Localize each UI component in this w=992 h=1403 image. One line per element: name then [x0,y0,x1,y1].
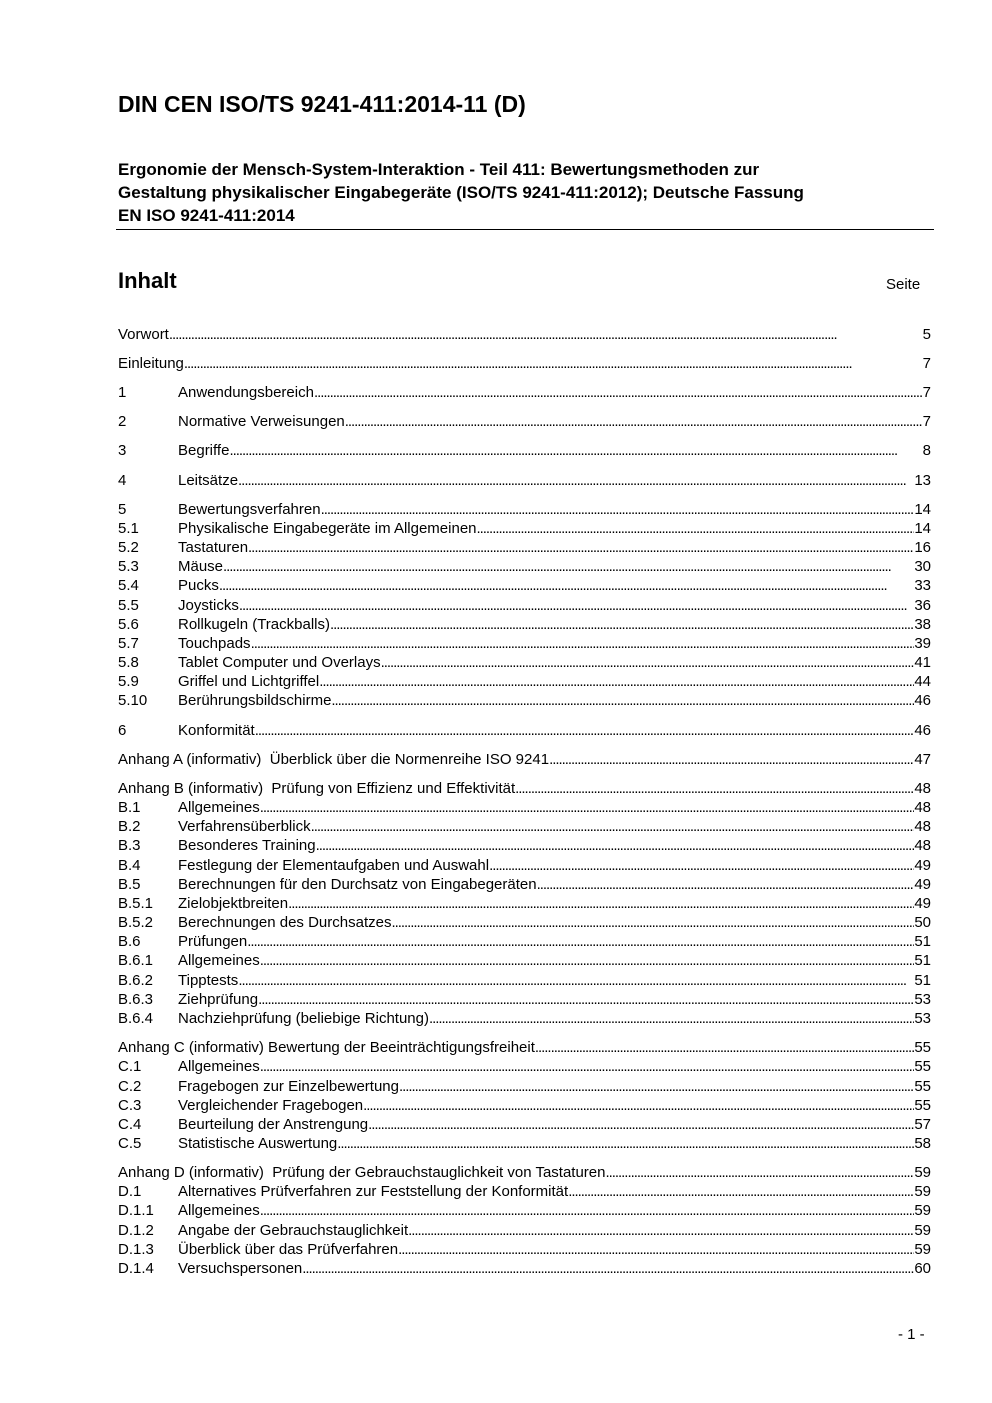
toc-entry[interactable] [118,1240,931,1259]
toc-entry-page: 55 [914,1097,931,1114]
toc-entry-title: Allgemeines [178,952,260,969]
toc-entry-page: 7 [922,384,931,401]
toc-entry-title: Festlegung der Elementaufgaben und Auswahl [178,857,490,874]
toc-entry-title: Vorwort [118,326,169,343]
toc-entry-number: 5.8 [118,654,139,671]
toc-entry-number: C.4 [118,1116,142,1133]
toc-entry-title: Prüfungen [178,933,248,950]
dot-leader [368,1115,914,1134]
toc-entry-page: 7 [922,413,931,430]
dot-leader [247,932,914,951]
toc-entry[interactable] [118,913,931,932]
toc-entry[interactable] [118,653,931,672]
dot-leader [391,913,914,932]
toc-entry[interactable] [118,1038,931,1057]
toc-entry-number: B.6.2 [118,972,154,989]
dot-leader [399,1077,914,1096]
toc-entry-page: 36 [914,597,931,614]
toc-entry-title: Tablet Computer und Overlays [178,654,381,671]
toc-entry-title: Fragebogen zur Einzelbewertung [178,1078,399,1095]
dot-leader [288,894,914,913]
toc-entry-number: 5.10 [118,692,148,709]
toc-entry-page: 49 [914,857,931,874]
subtitle-line: Ergonomie der Mensch-System-Interaktion - Teil 411: Bewertungsmethoden zur [118,160,760,179]
dot-leader [248,538,914,557]
dot-leader [345,412,923,431]
toc-entry-title: Normative Verweisungen [178,413,345,430]
toc-entry-page: 59 [914,1222,931,1239]
toc-entry-number: 5.5 [118,597,139,614]
toc-entry-page: 50 [914,914,931,931]
toc-entry-title: Einleitung [118,355,184,372]
toc-entry[interactable] [118,1096,931,1115]
toc-entry[interactable] [118,1259,931,1278]
toc-entry-title: Anhang A (informativ) Überblick über die Normenreihe ISO 9241 [118,751,550,768]
toc-entry-page: 48 [914,818,931,835]
toc-entry[interactable] [118,951,931,970]
toc-entry[interactable] [118,1115,931,1134]
toc-entry-number: 4 [118,472,127,489]
toc-entry-number: C.1 [118,1058,142,1075]
toc-entry-page: 59 [914,1183,931,1200]
toc-entry-title: Nachziehprüfung (beliebige Richtung) [178,1010,429,1027]
toc-entry-page: 49 [914,895,931,912]
toc-entry[interactable] [118,519,931,538]
toc-entry-page: 14 [914,520,931,537]
toc-entry-title: Besonderes Training [178,837,316,854]
toc-entry-number: 6 [118,722,127,739]
dot-leader [169,325,923,344]
toc-entry-page: 49 [914,876,931,893]
toc-entry[interactable] [118,932,931,951]
toc-entry-page: 59 [914,1164,931,1181]
toc-entry[interactable] [118,750,931,769]
dot-leader [260,1057,915,1076]
toc-entry-page: 16 [914,539,931,556]
toc-entry-title: Leitsätze [178,472,239,489]
toc-entry-title: Ziehprüfung [178,991,259,1008]
dot-leader [537,875,915,894]
toc-entry-title: Anhang C (informativ) Bewertung der Beeinträchtigungsfreiheit [118,1039,535,1056]
toc-entry-title: Anwendungsbereich [178,384,314,401]
toc-entry-title: Rollkugeln (Trackballs) [178,616,330,633]
toc-entry-number: B.5.1 [118,895,154,912]
dot-leader [606,1163,915,1182]
subtitle-line: Gestaltung physikalischer Eingabegeräte (ISO/TS 9241-411:2012); Deutsche Fassung [118,183,804,202]
toc-entry[interactable] [118,1182,931,1201]
dot-leader [251,634,915,653]
toc-entry[interactable] [118,1163,931,1182]
toc-entry[interactable] [118,894,931,913]
toc-entry-title: Bewertungsverfahren [178,501,321,518]
toc-entry[interactable] [118,354,931,373]
toc-entry-number: 1 [118,384,127,401]
toc-entry-page: 51 [914,933,931,950]
toc-entry-title: Mäuse [178,558,224,575]
toc-entry-title: Physikalische Eingabegeräte im Allgemeinen [178,520,477,537]
toc-entry-page: 30 [914,558,931,575]
toc-entry-page: 13 [914,472,931,489]
dot-leader [238,471,914,490]
toc-entry-number: 2 [118,413,127,430]
dot-leader [477,519,915,538]
toc-entry-page: 8 [922,442,931,459]
toc-entry[interactable] [118,971,931,990]
toc-entry[interactable] [118,990,931,1009]
toc-entry-page: 59 [914,1202,931,1219]
dot-leader [535,1038,914,1057]
toc-entry[interactable] [118,538,931,557]
dot-leader [223,557,914,576]
toc-entry[interactable] [118,856,931,875]
toc-entry-page: 59 [914,1241,931,1258]
toc-entry-number: 5.4 [118,577,139,594]
toc-entry-page: 7 [922,355,931,372]
toc-entry[interactable] [118,615,931,634]
toc-entry[interactable] [118,1009,931,1028]
title-divider [116,229,934,230]
dot-leader [337,1134,914,1153]
page-column-label: Seite [886,276,921,293]
dot-leader [408,1221,914,1240]
dot-leader [398,1240,914,1259]
toc-entry-title: Vergleichender Fragebogen [178,1097,364,1114]
toc-entry-title: Angabe der Gebrauchstauglichkeit [178,1222,409,1239]
toc-entry-page: 14 [914,501,931,518]
toc-entry-page: 5 [922,326,931,343]
dot-leader [314,383,923,402]
toc-entry-number: C.2 [118,1078,142,1095]
toc-entry-number: D.1 [118,1183,142,1200]
dot-leader [319,672,914,691]
toc-entry-title: Konformität [178,722,255,739]
toc-entry-page: 39 [914,635,931,652]
toc-entry-title: Begriffe [178,442,230,459]
toc-entry-page: 55 [914,1078,931,1095]
toc-entry[interactable] [118,576,931,595]
toc-entry-number: 5.9 [118,673,139,690]
toc-entry-page: 60 [914,1260,931,1277]
toc-entry-title: Verfahrensüberblick [178,818,311,835]
toc-entry[interactable] [118,500,931,519]
toc-entry[interactable] [118,1201,931,1220]
toc-entry-page: 58 [914,1135,931,1152]
page-number: - 1 - [898,1326,925,1343]
dot-leader [321,500,915,519]
toc-entry-number: 3 [118,442,127,459]
toc-entry[interactable] [118,1077,931,1096]
toc-entry-page: 55 [914,1058,931,1075]
toc-entry-title: Pucks [178,577,219,594]
dot-leader [258,990,914,1009]
toc-entry-number: B.5 [118,876,141,893]
toc-entry-page: 55 [914,1039,931,1056]
toc-entry-page: 48 [914,837,931,854]
dot-leader [260,798,915,817]
toc-entry-page: 46 [914,692,931,709]
toc-entry[interactable] [118,798,931,817]
dot-leader [331,691,914,710]
dot-leader [489,856,914,875]
toc-entry[interactable] [118,383,931,402]
toc-entry-number: 5.3 [118,558,139,575]
dot-leader [429,1009,914,1028]
toc-entry-number: B.4 [118,857,141,874]
toc-entry[interactable] [118,1221,931,1240]
toc-entry-title: Alternatives Prüfverfahren zur Feststellung der Konformität [178,1183,569,1200]
toc-entry-number: 5.6 [118,616,139,633]
toc-entry[interactable] [118,721,931,740]
toc-entry-title: Allgemeines [178,1202,260,1219]
dot-leader [568,1182,914,1201]
dot-leader [549,750,914,769]
toc-entry-page: 57 [914,1116,931,1133]
toc-heading: Inhalt [118,268,177,293]
toc-entry-title: Joysticks [178,597,239,614]
dot-leader [316,836,915,855]
toc-entry[interactable] [118,875,931,894]
toc-entry-page: 44 [914,673,931,690]
dot-leader [302,1259,914,1278]
toc-entry[interactable] [118,817,931,836]
toc-entry-number: B.6 [118,933,141,950]
toc-entry-title: Griffel und Lichtgriffel [178,673,320,690]
toc-entry[interactable] [118,412,931,431]
toc-entry-number: D.1.3 [118,1241,154,1258]
toc-entry-number: C.5 [118,1135,142,1152]
toc-entry[interactable] [118,691,931,710]
toc-entry-title: Beurteilung der Anstrengung [178,1116,369,1133]
toc-entry-number: B.5.2 [118,914,154,931]
toc-entry-number: D.1.2 [118,1222,154,1239]
toc-entry[interactable] [118,836,931,855]
toc-entry-page: 51 [914,972,931,989]
toc-entry-page: 38 [914,616,931,633]
toc-entry-title: Berechnungen des Durchsatzes [178,914,392,931]
dot-leader [311,817,915,836]
toc-entry-page: 51 [914,952,931,969]
toc-entry-number: B.3 [118,837,141,854]
toc-entry-title: Anhang B (informativ) Prüfung von Effizienz und Effektivität [118,780,516,797]
toc-entry-title: Touchpads [178,635,251,652]
toc-entry-number: B.6.4 [118,1010,154,1027]
toc-entry-number: B.6.1 [118,952,154,969]
toc-entry-page: 48 [914,780,931,797]
dot-leader [260,1201,915,1220]
toc-entry-title: Versuchspersonen [178,1260,303,1277]
document-subtitle [118,158,933,227]
toc-entry[interactable] [118,634,931,653]
toc-entry-number: B.1 [118,799,141,816]
toc-entry-title: Tastaturen [178,539,249,556]
toc-entry-number: D.1.4 [118,1260,154,1277]
toc-entry-number: 5 [118,501,127,518]
toc-entry-title: Berührungsbildschirme [178,692,332,709]
toc-entry-title: Tipptests [178,972,239,989]
toc-entry[interactable] [118,779,931,798]
dot-leader [229,441,922,460]
toc-entry[interactable] [118,1134,931,1153]
toc-entry-page: 46 [914,722,931,739]
toc-entry-page: 47 [914,751,931,768]
toc-entry[interactable] [118,1057,931,1076]
document-title: DIN CEN ISO/TS 9241-411:2014-11 (D) [118,91,526,117]
toc-entry[interactable] [118,441,931,460]
subtitle-line: EN ISO 9241-411:2014 [118,206,295,225]
dot-leader [238,971,914,990]
dot-leader [184,354,923,373]
dot-leader [219,576,914,595]
toc-entry-title: Statistische Auswertung [178,1135,338,1152]
toc-entry-page: 33 [914,577,931,594]
toc-entry-page: 48 [914,799,931,816]
toc-entry-page: 53 [914,1010,931,1027]
toc-entry-title: Allgemeines [178,1058,260,1075]
toc-entry[interactable] [118,471,931,490]
toc-entry-title: Allgemeines [178,799,260,816]
toc-entry-title: Berechnungen für den Durchsatz von Eingabegeräten [178,876,537,893]
toc-entry-title: Überblick über das Prüfverfahren [178,1241,399,1258]
toc-entry-number: B.2 [118,818,141,835]
toc-entry-number: D.1.1 [118,1202,154,1219]
toc-entry-number: B.6.3 [118,991,154,1008]
toc-entry-page: 41 [914,654,931,671]
toc-entry-number: 5.2 [118,539,139,556]
toc-entry-title: Zielobjektbreiten [178,895,289,912]
toc-entry-number: C.3 [118,1097,142,1114]
toc-entry-number: 5.1 [118,520,139,537]
dot-leader [381,653,915,672]
toc-entry-title: Anhang D (informativ) Prüfung der Gebrauchstauglichkeit von Tastaturen [118,1164,606,1181]
dot-leader [260,951,915,970]
toc-entry-page: 53 [914,991,931,1008]
toc-entry[interactable] [118,596,931,615]
dot-leader [363,1096,914,1115]
toc-entry[interactable] [118,557,931,576]
toc-entry-number: 5.7 [118,635,139,652]
toc-entry[interactable] [118,325,931,344]
dot-leader [255,721,915,740]
dot-leader [515,779,914,798]
dot-leader [330,615,914,634]
toc-entry[interactable] [118,672,931,691]
dot-leader [239,596,914,615]
